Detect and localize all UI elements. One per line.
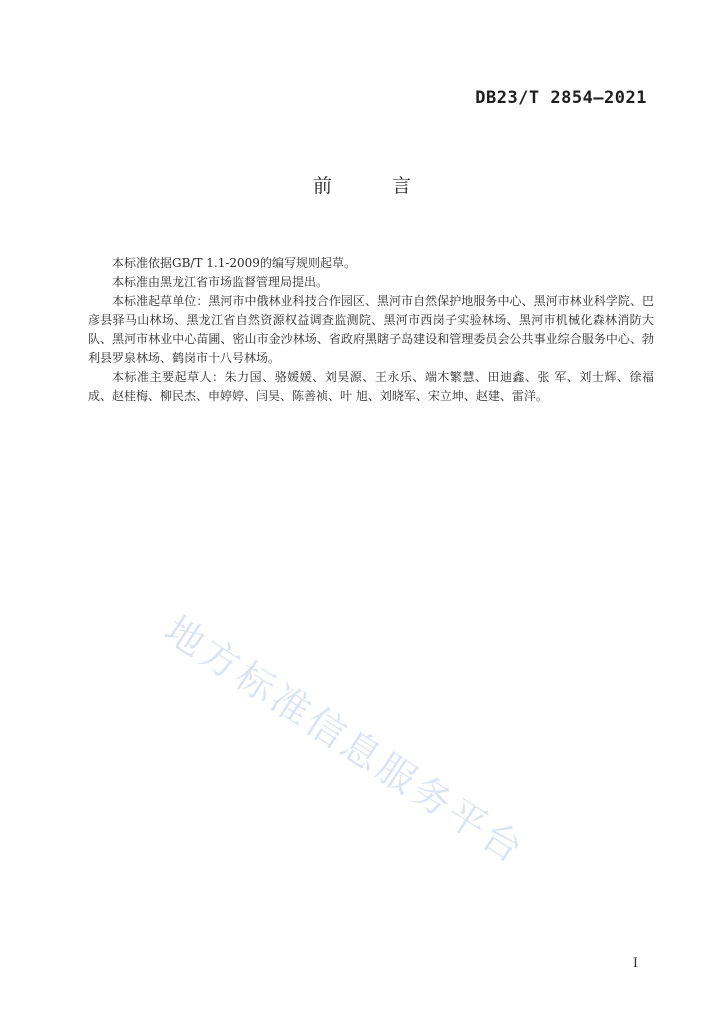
paragraph-proposer: 本标准由黑龙江省市场监督管理局提出。 xyxy=(112,275,329,289)
watermark: 地方标准信息服务平台 xyxy=(157,607,534,874)
standard-code: DB23/T 2854—2021 xyxy=(475,88,647,108)
section-title: 前 言 xyxy=(312,175,439,197)
foreword-body xyxy=(88,254,654,406)
paragraph-drafting-units: 本标准起草单位：黑河市中俄林业科技合作园区、黑河市自然保护地服务中心、黑河市林业科学院、巴彦县驿马山林场、黑龙江省自然资源权益调查监测院、黑河市西岗子实验林场、黑河市机械化森林消防大队、黑河市林业中心苗圃、密山市金沙林场、省政府黑瞎子岛建设和管理委员会公共事业综合服务中心、勃利县罗泉林场、鹤岗市十八号林场。 xyxy=(88,294,654,365)
paragraph-basis: 本标准依据GB/T 1.1-2009的编写规则起草。 xyxy=(112,256,356,270)
page-number: I xyxy=(632,956,638,971)
paragraph-drafters: 本标准主要起草人：朱力国、骆媛媛、刘昊源、王永乐、端木繁慧、田迪鑫、张 军、刘士辉、徐福成、赵桂梅、柳民杰、申婷婷、闫昊、陈善祯、叶 旭、刘晓军、宋立坤、赵建、雷洋。 xyxy=(88,370,654,403)
